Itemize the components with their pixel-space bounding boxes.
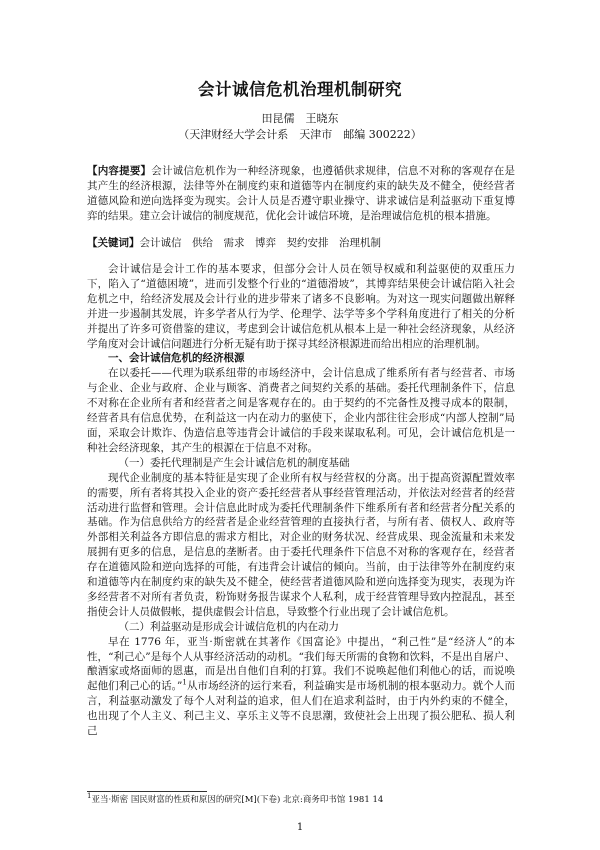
body-paragraph-3-part1: 早在 1776 年，亚当·斯密就在其著作《国富论》中提出，“利己性”是“经济人”的本性，“利己心”是每个人从事经济活动的动机。“我们每天所需的食物和饮料，不是出自屠户、酿酒家或烙面师的恩惠，而是出自他们自利的打算。我们不说唤起他们利他心的话，而说唤起他们利己心的话。” — [87, 635, 515, 693]
body-paragraph-2: 现代企业制度的基本特征是实现了企业所有权与经营权的分离。出于提高资源配置效率的需要，所有者将其投入企业的资产委托经营者从事经营管理活动，并依法对经营者的经营活动进行监督和管理。会计信息此时成为委托代理制条件下维系所有者和经营者分配关系的基础。作为信息供给方的经营者是企业经营管理的直接执行者，与所有者、债权人、政府等外部相关利益各方即信息的需求方相比，对企业的财务状况、经营成果、现金流量和未来发展拥有更多的信息，是信息的垄断者。由于委托代理条件下信息不对称的客观存在，经营者存在道德风险和逆向选择的可能，有违背会计诚信的倾向。当前，由于法律等外在制度约束和道德等内在制度约束的缺失及不健全，使经营者道德风险和逆向选择变为现实，表现为许多经营者不对所有者负责，粉饰财务报告谋求个人私利，成于经营管理导致内控混乱，甚至指使会计人员做假帐，提供虚假会计信息，导致整个行业出现了会计诚信危机。 — [87, 471, 515, 618]
keywords-paragraph — [87, 236, 515, 251]
subsection-heading-1: （一）委托代理制是产生会计诚信危机的制度基础 — [118, 456, 350, 469]
body-paragraph-1: 在以委托——代理为联系纽带的市场经济中，会计信息成了维系所有者与经营者、市场与企业、企业与政府、企业与顾客、消费者之间契约关系的基础。委托代理制条件下，信息不对称在企业所有者和经营者之间是客观存在的。由于契约的不完备性及搜寻成本的限制，经营者具有信息优势，在利益这一内在动力的驱使下，企业内部往往会形成“内部人控制”局面，采取会计欺诈、伪造信息等违背会计诚信的手段来谋取私利。可见，会计诚信危机是一种社会经济现象，其产生的根源在于信息不对称。 — [87, 367, 515, 454]
abstract-paragraph — [87, 164, 515, 224]
footnote-reference: 1 — [182, 678, 187, 687]
keywords-label: 【关键词】 — [87, 237, 140, 249]
body-paragraph-3-part2: 从市场经济的运行来看，利益确实是市场机制的根本驱动力。就个人而言，利益驱动激发了每个人对利益的追求，但人们在追求利益时，由于内外约束的不健全，也出现了个人主义、利己主义、享乐主义等不良思潮，致使社会上出现了损公肥私、损人利己 — [87, 680, 515, 738]
paper-affiliation: （天津财经大学会计系 天津市 邮编 300222） — [178, 128, 422, 141]
intro-paragraph: 会计诚信是会计工作的基本要求，但部分会计人员在领导权威和利益驱使的双重压力下，陷入了“道德困境”，进而引发整个行业的“道德滑坡”，其博弈结果使会计诚信陷入社会危机之中，给经济发展及会计行业的进步带来了诸多不良影响。为对这一现实问题做出解释并进一步遏制其发展，许多学者从行为学、伦理学、法学等多个学科角度进行了相关的分析并提出了许多可资借鉴的建议，考虑到会计诚信危机从根本上是一种社会经济现象，从经济学角度对会计诚信问题进行分析无疑有助于探寻其经济根源进而给出相应的治理机制。 — [87, 263, 515, 350]
body-paragraph-3 — [87, 635, 515, 739]
footnote — [87, 792, 527, 806]
main-body — [87, 262, 515, 739]
paper-authors: 田昆儒 王晓东 — [261, 112, 339, 125]
abstract-text: 会计诚信危机作为一种经济现象，也遵循供求规律，信息不对称的客观存在是其产生的经济根源，法律等外在制度约束和道德等内在制度约束的缺失及不健全，使经营者道德风险和逆向选择变为现实。会计人员是否遵守职业操守、讲求诚信是利益驱动下重复博弈的结果。建立会计诚信的制度规范，优化会计诚信环境，是治理诚信危机的根本措施。 — [87, 165, 516, 222]
abstract-label: 【内容提要】 — [87, 165, 152, 177]
subsection-heading-2: （二）利益驱动是形成会计诚信危机的内在动力 — [118, 620, 339, 633]
abstract-block — [87, 164, 515, 224]
page-number: 1 — [296, 822, 304, 833]
keywords-block — [87, 236, 515, 251]
footnote-text: 亚当·斯密 国民财富的性质和原因的研究[M](下卷) 北京:商务印书馆 1981 14 — [91, 795, 384, 805]
footnote-mark: 1 — [87, 792, 92, 801]
footnote-divider — [87, 791, 207, 792]
keywords-text: 会计诚信 供给 需求 博弈 契约安排 治理机制 — [139, 237, 381, 249]
section-heading-1: 一、会计诚信危机的经济根源 — [108, 352, 245, 365]
paper-title: 会计诚信危机治理机制研究 — [198, 80, 402, 99]
